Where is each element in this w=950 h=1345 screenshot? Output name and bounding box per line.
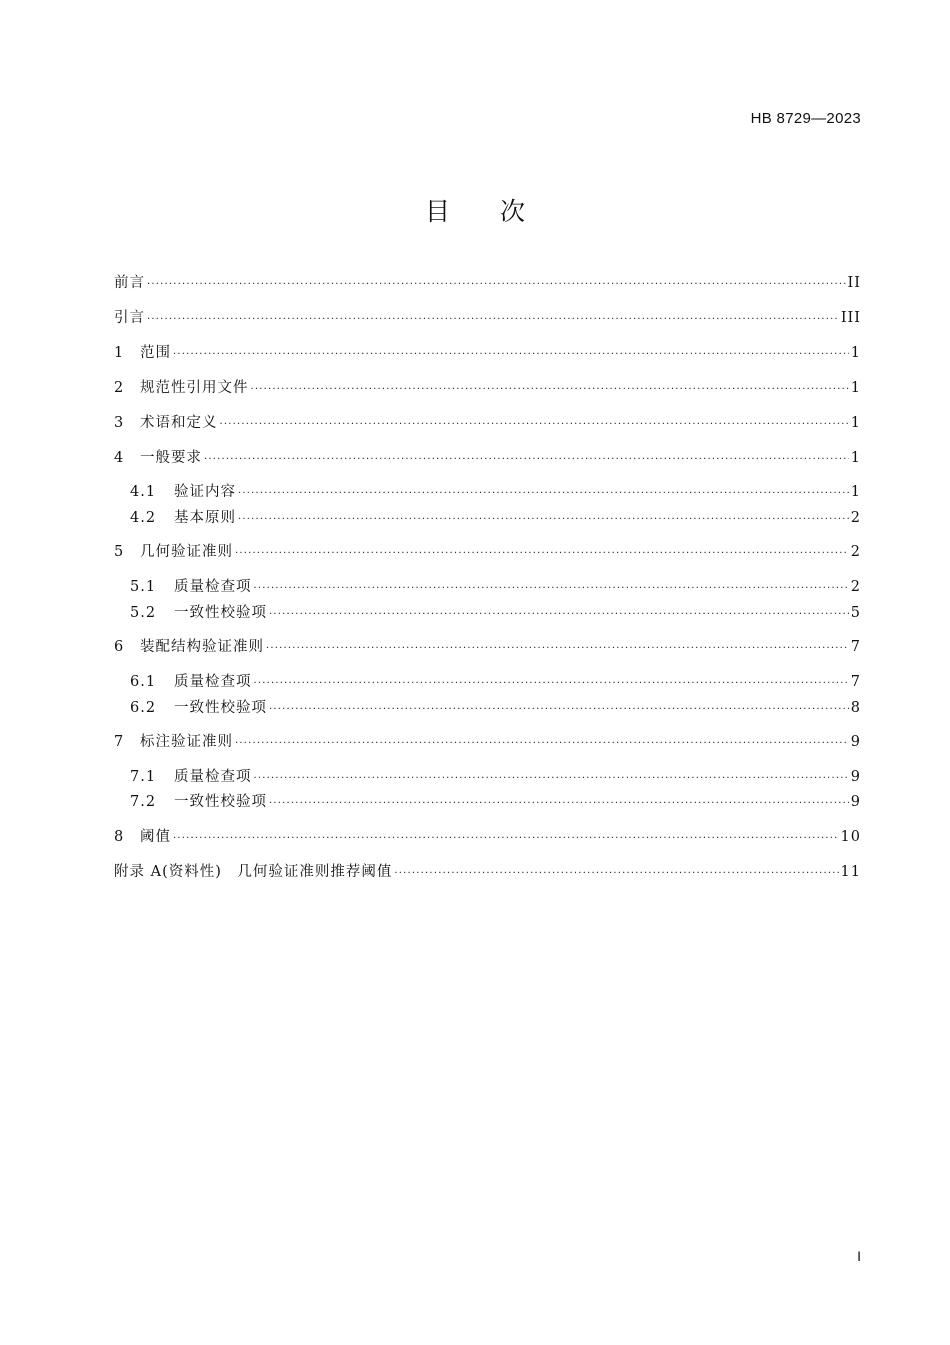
toc-entry-label: 前言 — [114, 275, 145, 291]
toc-leader-dots — [254, 580, 849, 598]
toc-entry-foreword[interactable] — [114, 272, 861, 294]
toc-entry-number: 1 — [114, 345, 125, 361]
toc-entry-2[interactable] — [114, 377, 861, 399]
toc-entry-page: 1 — [850, 450, 861, 466]
toc-entry-8[interactable] — [114, 826, 861, 848]
toc-entry-number: 8 — [114, 829, 125, 845]
toc-entry-page: 7 — [850, 674, 861, 690]
toc-entry-page: II — [847, 275, 861, 291]
toc-entry-label: 装配结构验证准则 — [140, 639, 264, 655]
toc-entry-number: 6.1 — [130, 674, 157, 690]
toc-leader-dots — [394, 865, 838, 883]
standard-code: HB 8729—2023 — [750, 110, 861, 127]
toc-entry-label: 范围 — [140, 345, 171, 361]
toc-entry-page: 7 — [850, 639, 861, 655]
toc-entry-6-1[interactable] — [114, 671, 861, 693]
toc-leader-dots — [235, 545, 849, 563]
toc-entry-number: 5.1 — [130, 579, 157, 595]
toc-entry-label: 质量检查项 — [174, 674, 252, 690]
toc-entry-7[interactable] — [114, 731, 861, 753]
toc-entry-page: 1 — [850, 345, 861, 361]
toc-entry-label: 阈值 — [140, 829, 171, 845]
toc-entry-number: 6.2 — [130, 700, 157, 716]
toc-entry-appendix-a[interactable] — [114, 861, 861, 883]
toc-leader-dots — [238, 485, 849, 503]
toc-entry-3[interactable] — [114, 412, 861, 434]
toc-leader-dots — [235, 735, 849, 753]
toc-leader-dots — [173, 830, 839, 848]
toc-entry-5-1[interactable] — [114, 576, 861, 598]
toc-entry-number: 2 — [114, 380, 125, 396]
toc-entry-label: 一般要求 — [140, 450, 202, 466]
toc-entry-6[interactable] — [114, 636, 861, 658]
toc-entry-6-2[interactable] — [114, 697, 861, 719]
toc-entry-number: 7 — [114, 734, 125, 750]
toc-entry-page: 2 — [850, 510, 861, 526]
toc-leader-dots — [269, 606, 849, 624]
toc-entry-page: 2 — [850, 579, 861, 595]
toc-entry-page: 9 — [850, 769, 861, 785]
toc-leader-dots — [204, 451, 849, 469]
toc-entry-page: 9 — [850, 794, 861, 810]
toc-entry-label: 标注验证准则 — [140, 734, 233, 750]
toc-leader-dots — [220, 416, 849, 434]
toc-entry-label: 一致性校验项 — [174, 700, 267, 716]
toc-entry-label: 引言 — [114, 310, 145, 326]
toc-entry-number: 5.2 — [130, 605, 157, 621]
toc-entry-number: 3 — [114, 415, 125, 431]
toc-entry-number: 7.2 — [130, 794, 157, 810]
toc-entry-page: 1 — [850, 380, 861, 396]
toc-entry-label: 质量检查项 — [174, 769, 252, 785]
page-number: I — [857, 1248, 861, 1264]
toc-leader-dots — [269, 795, 849, 813]
toc-entry-label: 质量检查项 — [174, 579, 252, 595]
toc-entry-page: III — [840, 310, 861, 326]
toc-leader-dots — [266, 640, 849, 658]
toc-leader-dots — [173, 346, 849, 364]
toc-entry-page: 5 — [850, 605, 861, 621]
toc-leader-dots — [238, 511, 849, 529]
toc-entry-label: 规范性引用文件 — [140, 380, 249, 396]
toc-entry-label: 附录 A(资料性) 几何验证准则推荐阈值 — [114, 864, 393, 880]
toc-entry-number: 6 — [114, 639, 125, 655]
toc-entry-number: 4 — [114, 450, 125, 466]
toc-entry-page: 10 — [840, 829, 861, 845]
toc-entry-7-2[interactable] — [114, 791, 861, 813]
toc-entry-label: 一致性校验项 — [174, 605, 267, 621]
toc-leader-dots — [147, 311, 839, 329]
toc-entry-number: 5 — [114, 544, 125, 560]
toc-leader-dots — [147, 276, 846, 294]
toc-entry-label: 基本原则 — [174, 510, 236, 526]
toc-entry-label: 验证内容 — [174, 484, 236, 500]
toc-entry-label: 一致性校验项 — [174, 794, 267, 810]
toc-entry-7-1[interactable] — [114, 766, 861, 788]
toc-entry-4-2[interactable] — [114, 507, 861, 529]
toc-entry-number: 7.1 — [130, 769, 157, 785]
toc-entry-number: 4.2 — [130, 510, 157, 526]
toc-entry-page: 1 — [850, 484, 861, 500]
toc-entry-5-2[interactable] — [114, 602, 861, 624]
toc-entry-page: 11 — [840, 864, 861, 880]
toc-entry-4[interactable] — [114, 447, 861, 469]
toc-leader-dots — [269, 701, 849, 719]
toc-leader-dots — [251, 381, 849, 399]
toc-leader-dots — [254, 770, 849, 788]
toc-entry-page: 9 — [850, 734, 861, 750]
toc-entry-label: 术语和定义 — [140, 415, 218, 431]
toc-entry-page: 2 — [850, 544, 861, 560]
toc-entry-introduction[interactable] — [114, 307, 861, 329]
toc-entry-number: 4.1 — [130, 484, 157, 500]
toc-title: 目次 — [424, 197, 575, 226]
toc-entry-label: 几何验证准则 — [140, 544, 233, 560]
toc-entry-1[interactable] — [114, 342, 861, 364]
toc-entry-page: 8 — [850, 700, 861, 716]
toc-leader-dots — [254, 675, 849, 693]
toc-entry-page: 1 — [850, 415, 861, 431]
toc-entry-5[interactable] — [114, 541, 861, 563]
toc-entry-4-1[interactable] — [114, 481, 861, 503]
